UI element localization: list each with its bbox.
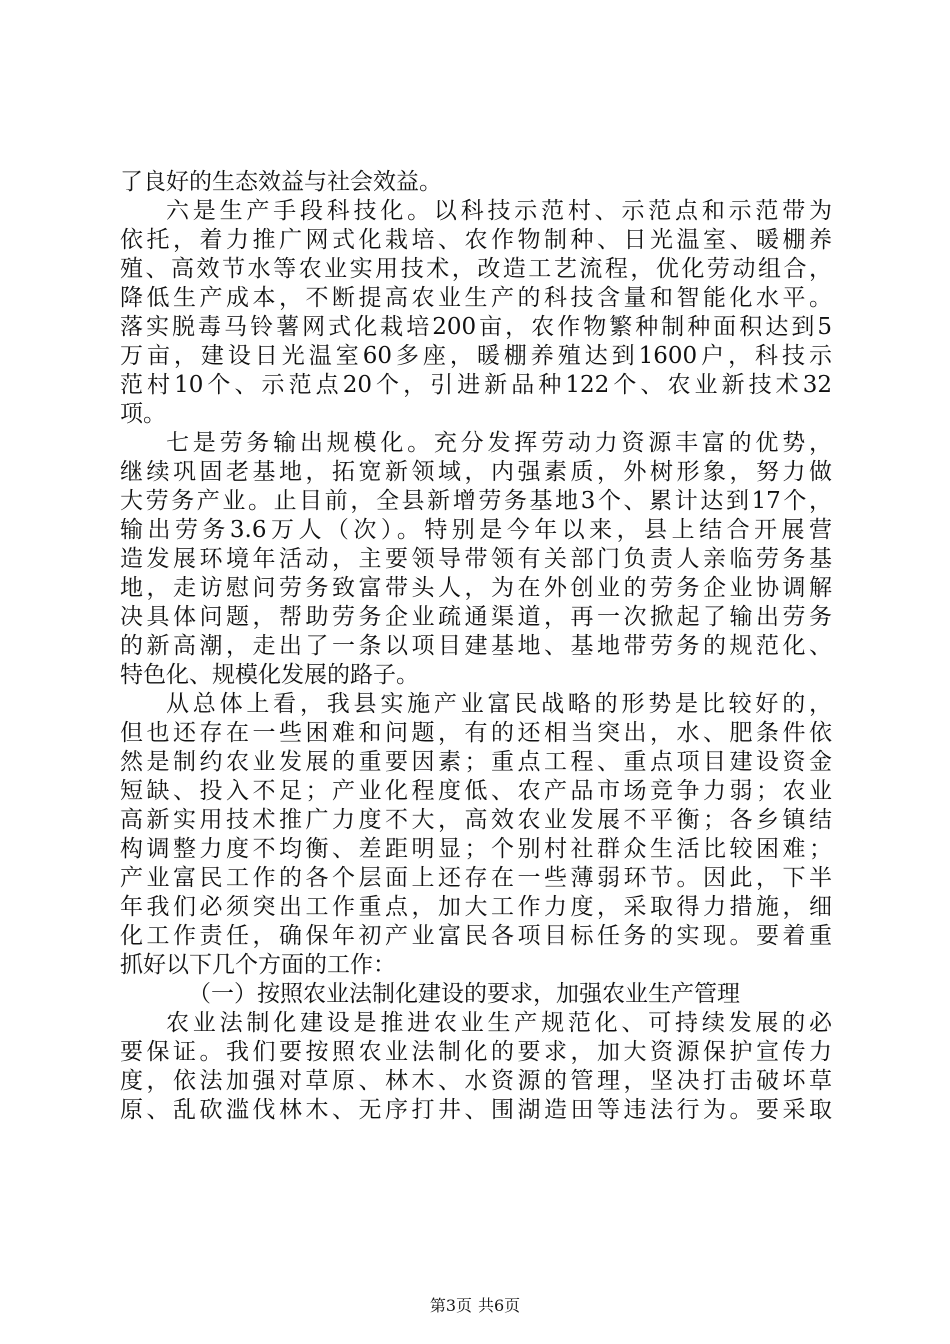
text-line: 项。 — [120, 401, 166, 427]
text-line: 造发展环境年活动，主要领导带领有关部门负责人亲临劳务基 — [120, 546, 832, 572]
text-line: 然是制约农业发展的重要因素；重点工程、重点项目建设资金 — [120, 749, 832, 775]
text-line: 原、乱砍滥伐林木、无序打井、围湖造田等违法行为。要采取 — [120, 1097, 832, 1123]
text-line: 的新高潮，走出了一条以项目建基地、基地带劳务的规范化、 — [120, 633, 832, 659]
text-line: 范村10个、示范点20个，引进新品种122个、农业新技术32 — [120, 372, 832, 398]
text-line: 抓好以下几个方面的工作： — [120, 952, 396, 978]
text-line: 继续巩固老基地，拓宽新领域，内强素质，外树形象，努力做 — [120, 459, 832, 485]
text-line: 要保证。我们要按照农业法制化的要求，加大资源保护宣传力 — [120, 1039, 832, 1065]
paragraph-start-line: 七是劳务输出规模化。充分发挥劳动力资源丰富的优势， — [166, 430, 832, 456]
text-line: 大劳务产业。止目前，全县新增劳务基地3个、累计达到17个， — [120, 488, 832, 514]
paragraph-start-line: 六是生产手段科技化。以科技示范村、示范点和示范带为 — [166, 198, 832, 224]
document-body — [120, 168, 832, 1125]
text-line: 降低生产成本，不断提高农业生产的科技含量和智能化水平。 — [120, 285, 832, 311]
text-line: 构调整力度不均衡、差距明显；个别村社群众生活比较困难； — [120, 836, 832, 862]
text-line: 落实脱毒马铃薯网式化栽培200亩，农作物繁种制种面积达到5 — [120, 314, 832, 340]
text-line: 但也还存在一些困难和问题，有的还相当突出，水、肥条件依 — [120, 720, 832, 746]
page-number: 第3页 — [429, 1296, 472, 1315]
text-line: 特色化、规模化发展的路子。 — [120, 662, 419, 688]
text-line: 年我们必须突出工作重点，加大工作力度，采取得力措施，细 — [120, 894, 832, 920]
paragraph-start-line: 从总体上看，我县实施产业富民战略的形势是比较好的， — [166, 691, 832, 717]
text-line: 依托，着力推广网式化栽培、农作物制种、日光温室、暖棚养 — [120, 227, 832, 253]
text-line: 度，依法加强对草原、林木、水资源的管理，坚决打击破坏草 — [120, 1068, 832, 1094]
text-line: 决具体问题，帮助劳务企业疏通渠道，再一次掀起了输出劳务 — [120, 604, 832, 630]
text-line: 地，走访慰问劳务致富带头人，为在外创业的劳务企业协调解 — [120, 575, 832, 601]
page-total: 共6页 — [478, 1296, 521, 1315]
text-line: 输出劳务3.6万人（次）。特别是今年以来，县上结合开展营 — [120, 517, 832, 543]
paragraph-start-line: 农业法制化建设是推进农业生产规范化、可持续发展的必 — [166, 1010, 832, 1036]
page-footer — [0, 1296, 950, 1316]
text-line: 化工作责任，确保年初产业富民各项目标任务的实现。要着重 — [120, 923, 832, 949]
text-line: 短缺、投入不足；产业化程度低、农产品市场竞争力弱；农业 — [120, 778, 832, 804]
text-line: 产业富民工作的各个层面上还存在一些薄弱环节。因此，下半 — [120, 865, 832, 891]
text-line: 万亩，建设日光温室60多座，暖棚养殖达到1600户，科技示 — [120, 343, 832, 369]
text-line: 殖、高效节水等农业实用技术，改造工艺流程，优化劳动组合， — [120, 256, 832, 282]
section-heading: （一）按照农业法制化建设的要求，加强农业生产管理 — [188, 981, 740, 1007]
text-line: 了良好的生态效益与社会效益。 — [120, 169, 442, 195]
text-line: 高新实用技术推广力度不大，高效农业发展不平衡；各乡镇结 — [120, 807, 832, 833]
